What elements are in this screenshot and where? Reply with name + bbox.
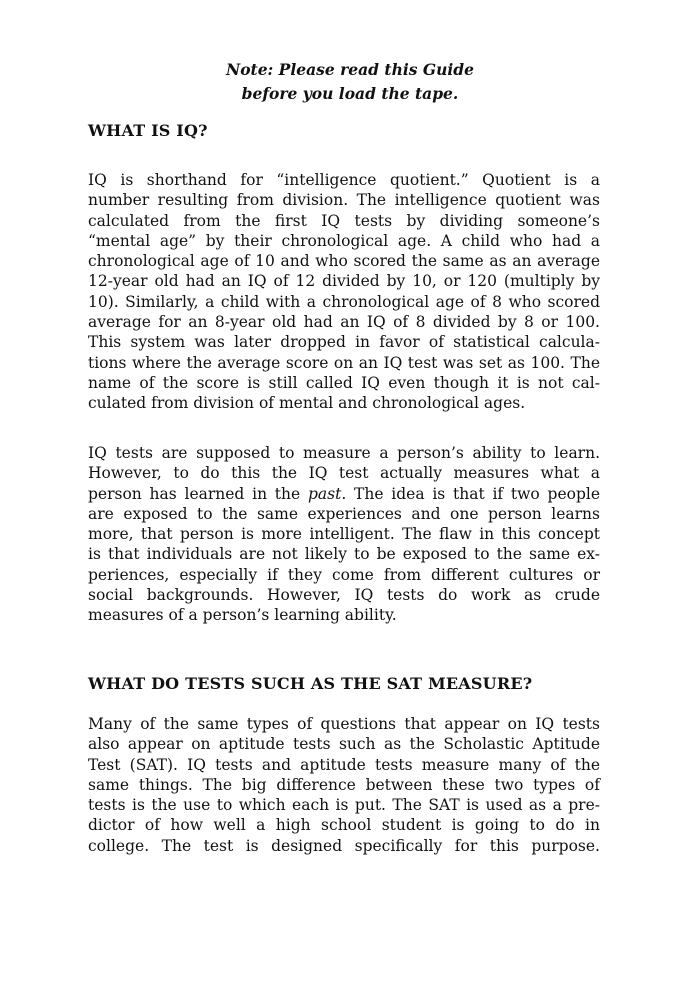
text-line: number resulting from division. The intelligence quotient was: [88, 191, 600, 210]
text-line: “mental age” by their chronological age. A child who had a: [88, 231, 600, 250]
text-line-with-emphasis: [88, 484, 600, 504]
text-line: IQ tests are supposed to measure a person’s ability to learn.: [88, 444, 600, 462]
note-line-1: Note: Please read this Guide: [226, 60, 474, 79]
text-line: chronological age of 10 and who scored the same as an average: [88, 252, 600, 271]
text-line: average for an 8-year old had an IQ of 8 divided by 8 or 100.: [88, 313, 600, 332]
text-line: measures of a person’s learning ability.: [88, 606, 397, 625]
text-line: Test (SAT). IQ tests and aptitude tests measure many of the: [88, 755, 600, 774]
text-line: IQ is shorthand for “intelligence quotient.” Quotient is a: [88, 171, 600, 189]
text-segment: person has learned in the: [88, 484, 301, 503]
text-line: name of the score is still called IQ even though it is not cal-: [88, 373, 600, 392]
text-line: Many of the same types of questions that appear on IQ tests: [88, 715, 600, 733]
text-line: 12-year old had an IQ of 12 divided by 10, or 120 (multiply by: [88, 272, 600, 291]
text-line: social backgrounds. However, IQ tests do work as crude: [88, 586, 600, 605]
section-heading-what-is-iq: WHAT IS IQ?: [88, 121, 208, 140]
paragraph-iq-tests-measure: [88, 443, 600, 626]
text-line: calculated from the first IQ tests by dividing someone’s: [88, 211, 600, 230]
text-line: tions where the average score on an IQ test was set as 100. The: [88, 353, 600, 372]
text-line: 10). Similarly, a child with a chronological age of 8 who scored: [88, 292, 600, 311]
text-line: is that individuals are not likely to be exposed to the same ex-: [88, 545, 600, 564]
text-line: However, to do this the IQ test actually measures what a: [88, 464, 600, 483]
text-line: more, that person is more intelligent. The flaw in this concept: [88, 525, 600, 544]
text-line: culated from division of mental and chronological ages.: [88, 394, 526, 413]
note: [0, 58, 700, 106]
text-line: periences, especially if they come from different cultures or: [88, 565, 600, 584]
text-line: dictor of how well a high school student is going to do in: [88, 816, 600, 835]
emphasis-past: past: [307, 484, 342, 503]
section-heading-sat: WHAT DO TESTS SUCH AS THE SAT MEASURE?: [88, 674, 533, 693]
text-line: This system was later dropped in favor of statistical calcula-: [88, 333, 600, 352]
text-line: tests is the use to which each is put. The SAT is used as a pre-: [88, 796, 600, 815]
text-line: are exposed to the same experiences and one person learns: [88, 504, 600, 523]
paragraph-sat-measure: [88, 714, 600, 856]
text-line: also appear on aptitude tests such as the Scholastic Aptitude: [88, 735, 600, 754]
note-line-2: before you load the tape.: [241, 84, 459, 103]
text-line: college. The test is designed specifically for this purpose.: [88, 836, 600, 855]
text-line: same things. The big difference between these two types of: [88, 775, 600, 794]
text-segment: . The idea is that if two people: [341, 484, 600, 503]
paragraph-iq-definition: [88, 170, 600, 414]
